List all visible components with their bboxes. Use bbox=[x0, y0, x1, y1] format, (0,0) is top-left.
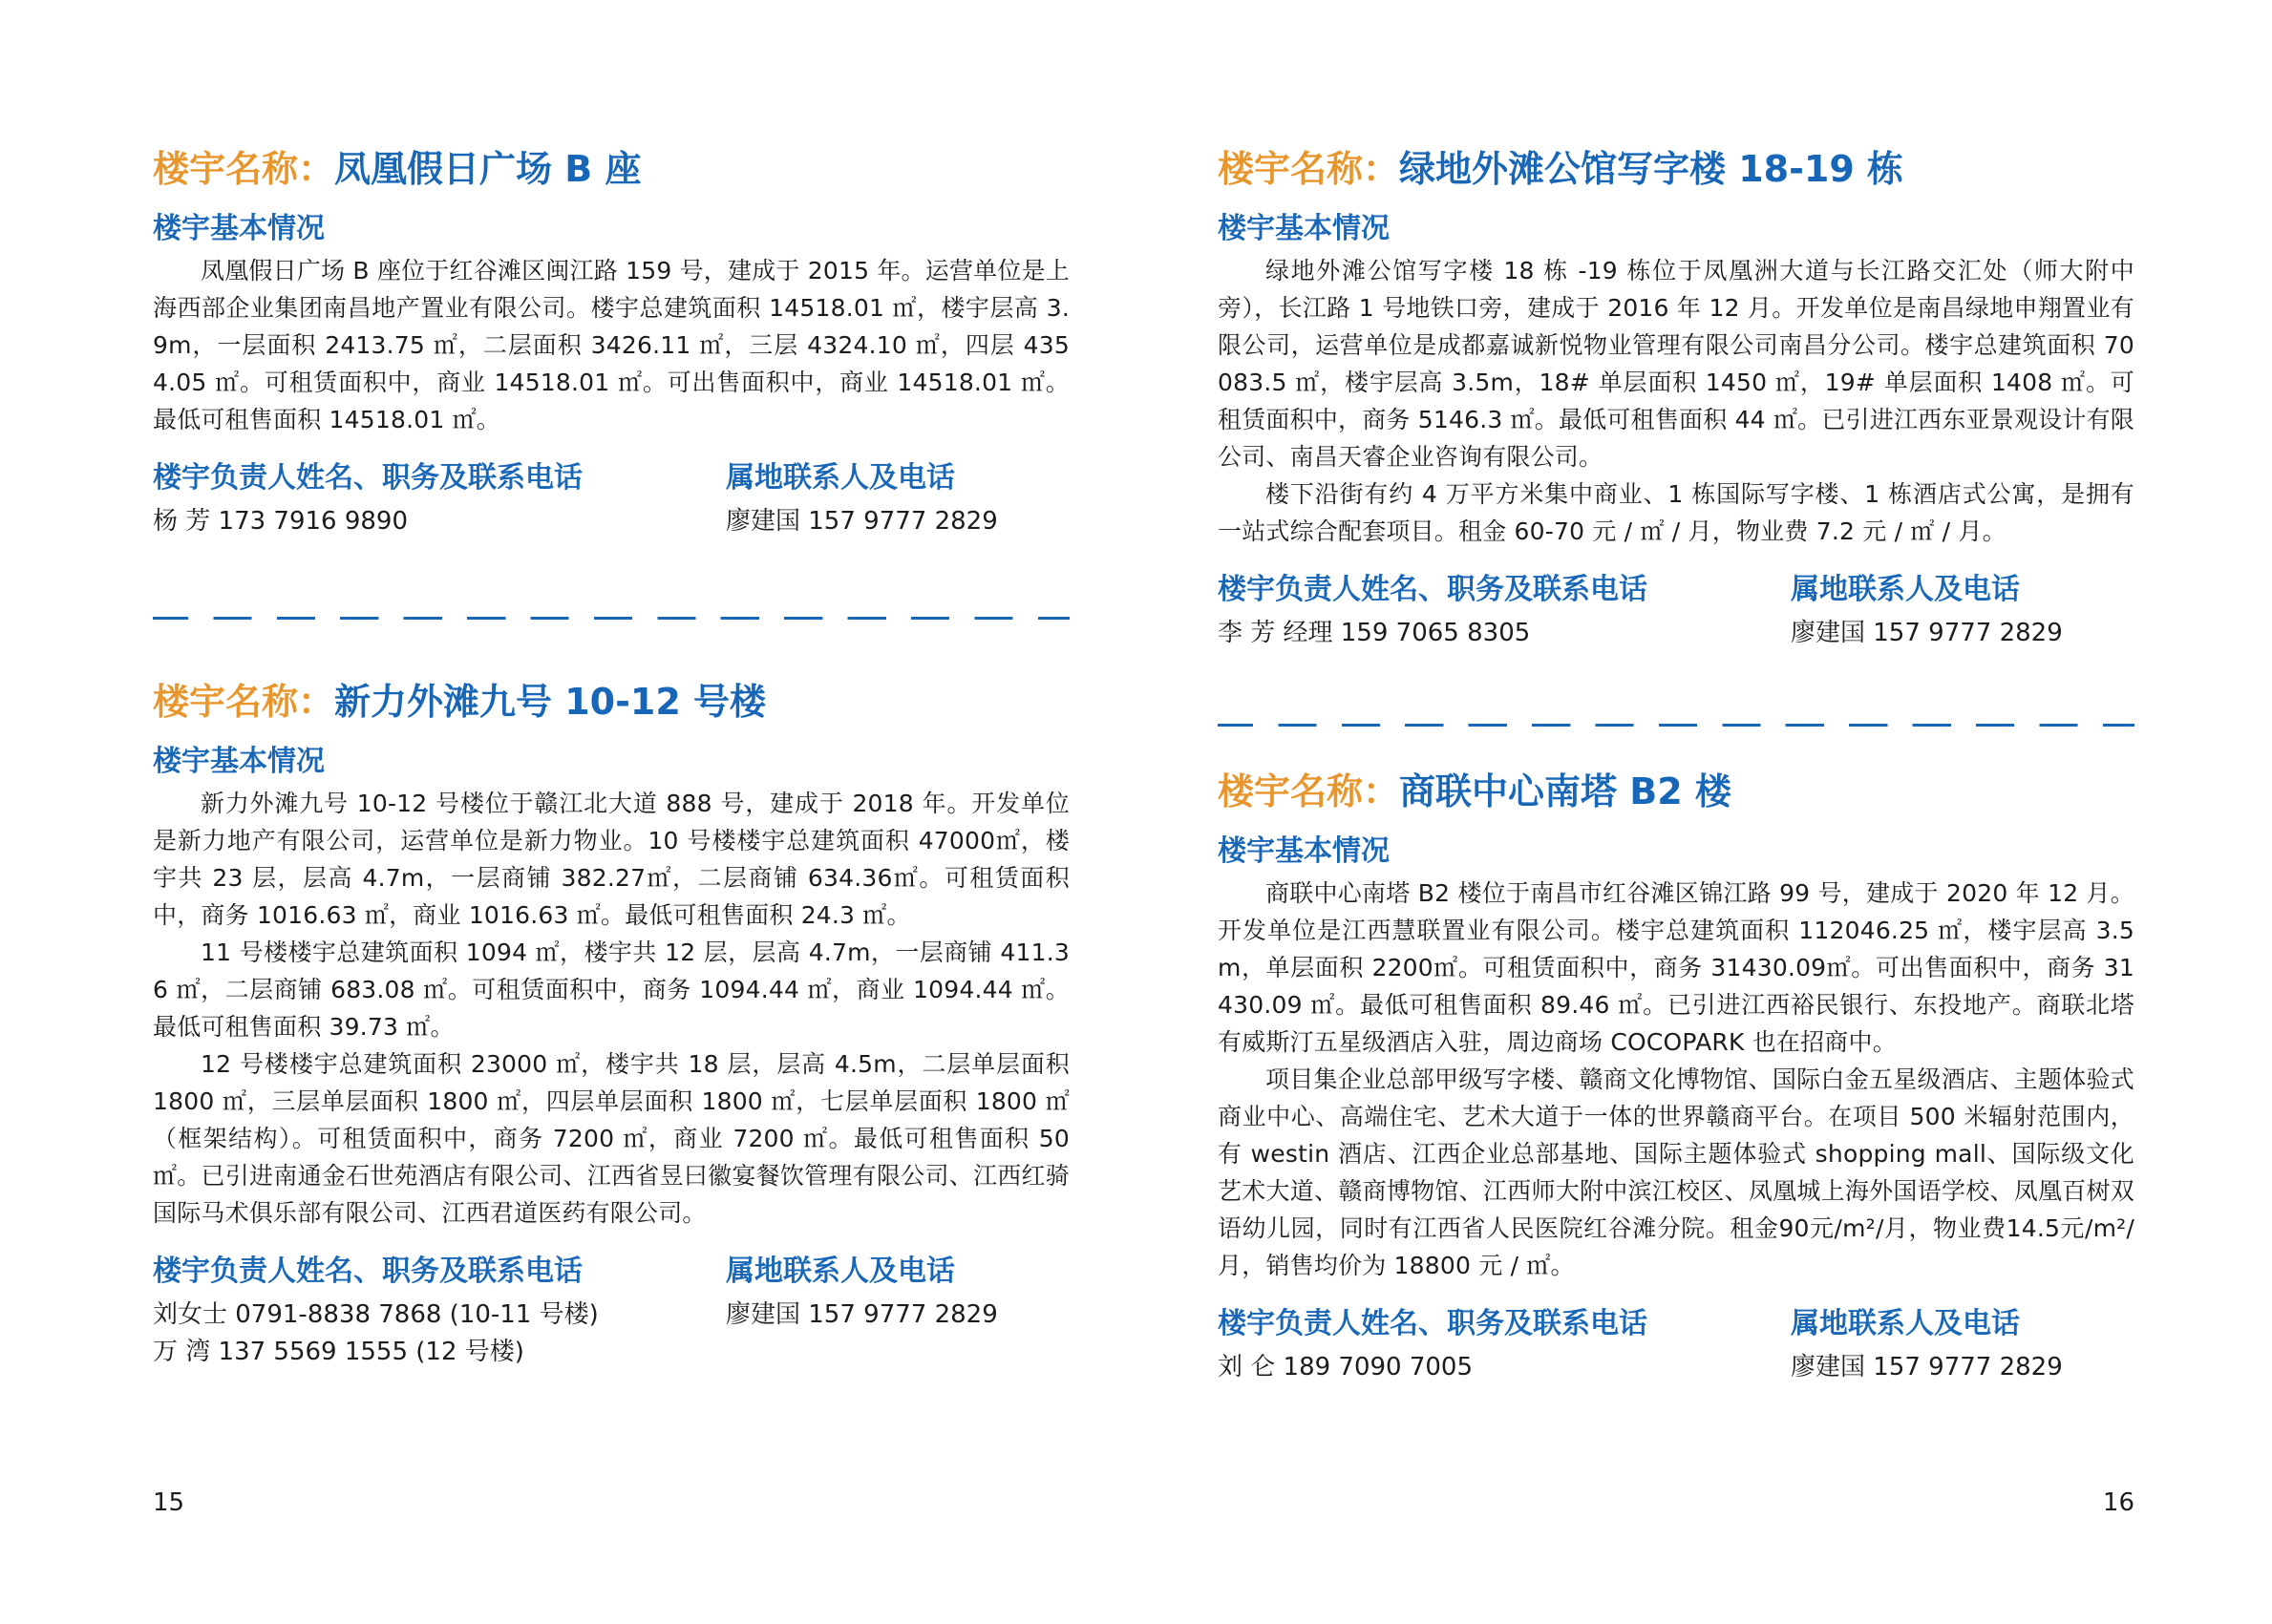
info-paragraph: 楼下沿街有约 4 万平方米集中商业、1 栋国际写字楼、1 栋酒店式公寓，是拥有一站式综合配套项目。租金 60-70 元 / ㎡ / 月，物业费 7.2 元 / ㎡ / 月。 bbox=[1218, 480, 2134, 545]
local-contact-heading: 属地联系人及电话 bbox=[726, 1255, 955, 1288]
contacts-row bbox=[1218, 571, 2134, 652]
info-paragraph: 11 号楼楼宇总建筑面积 1094 ㎡，楼宇共 12 层，层高 4.7m，一层商铺 411.36 ㎡，二层商铺 683.08 ㎡。可租赁面积中，商务 1094.44 ㎡，商业 1094.44 ㎡。最低可租售面积 39.73 ㎡。 bbox=[153, 939, 1070, 1041]
manager-contact-line: 刘 仑 189 7090 7005 bbox=[1218, 1353, 1474, 1381]
manager-contact-heading: 楼宇负责人姓名、职务及联系电话 bbox=[153, 461, 583, 495]
building-block bbox=[153, 145, 1070, 540]
manager-contact bbox=[153, 1253, 726, 1371]
local-contact-line: 廖建国 157 9777 2829 bbox=[726, 1300, 998, 1329]
basic-info-heading: 楼宇基本情况 bbox=[153, 745, 325, 778]
basic-info-heading: 楼宇基本情况 bbox=[1218, 212, 1390, 245]
basic-info-heading: 楼宇基本情况 bbox=[1218, 834, 1390, 868]
building-block bbox=[1218, 768, 2134, 1386]
manager-contact-line: 刘女士 0791-8838 7868 (10-11 号楼) bbox=[153, 1300, 599, 1329]
local-contact-heading: 属地联系人及电话 bbox=[1791, 573, 2020, 606]
info-paragraph: 商联中心南塔 B2 楼位于南昌市红谷滩区锦江路 99 号，建成于 2020 年 12 月。开发单位是江西慧联置业有限公司。楼宇总建筑面积 112046.25 ㎡，楼宇层高 3.5m，单层面积 2200㎡。可租赁面积中，商务 31430.09㎡。可出售面积中，商务 31430.09 ㎡。最低可租售面积 89.46 ㎡。已引进江西裕民银行、东投地产。商联北塔有威斯汀五星级酒店入驻，周边商场 COCOPARK 也在招商中。 bbox=[1218, 879, 2134, 1056]
local-contact bbox=[1791, 1305, 2134, 1386]
section-divider bbox=[153, 617, 1070, 620]
page-number: 15 bbox=[153, 1488, 185, 1517]
section-divider bbox=[1218, 724, 2134, 727]
building-name-label: 楼宇名称： bbox=[1218, 148, 1400, 190]
manager-contact-heading: 楼宇负责人姓名、职务及联系电话 bbox=[153, 1255, 583, 1288]
building-title bbox=[153, 145, 1070, 193]
manager-contact-line: 李 芳 经理 159 7065 8305 bbox=[1218, 619, 1531, 647]
building-name: 凤凰假日广场 B 座 bbox=[334, 148, 642, 190]
right-page bbox=[1218, 0, 2134, 1624]
local-contact bbox=[726, 459, 1070, 540]
local-contact-line: 廖建国 157 9777 2829 bbox=[1791, 1353, 2063, 1381]
building-name-label: 楼宇名称： bbox=[153, 148, 335, 190]
building-name: 商联中心南塔 B2 楼 bbox=[1399, 770, 1731, 812]
info-paragraph: 项目集企业总部甲级写字楼、赣商文化博物馆、国际白金五星级酒店、主题体验式商业中心、高端住宅、艺术大道于一体的世界赣商平台。在项目 500 米辐射范围内，有 westin 酒店、江西企业总部基地、国际主题体验式 shopping mall、国际级文化艺术大道、赣商博物馆、江西师大附中滨江校区、凤凰城上海外国语学校、凤凰百树双语幼儿园，同时有江西省人民医院红谷滩分院。租金90元/m²/月，物业费14.5元/m²/月，销售均价为 18800 元 / ㎡。 bbox=[1218, 1065, 2134, 1279]
info-paragraph: 12 号楼楼宇总建筑面积 23000 ㎡，楼宇共 18 层，层高 4.5m，二层单层面积 1800 ㎡，三层单层面积 1800 ㎡，四层单层面积 1800 ㎡，七层单层面积 1800 ㎡（框架结构）。可租赁面积中，商务 7200 ㎡，商业 7200 ㎡。最低可租售面积 50 ㎡。已引进南通金石世苑酒店有限公司、江西省昱曰徽宴餐饮管理有限公司、江西红骑国际马术俱乐部有限公司、江西君道医药有限公司。 bbox=[153, 1050, 1070, 1227]
manager-contact bbox=[153, 459, 726, 540]
local-contact-heading: 属地联系人及电话 bbox=[726, 461, 955, 495]
contacts-row bbox=[153, 1253, 1070, 1371]
manager-contact-line: 杨 芳 173 7916 9890 bbox=[153, 507, 409, 536]
manager-contact-heading: 楼宇负责人姓名、职务及联系电话 bbox=[1218, 1307, 1647, 1340]
manager-contact-line: 万 湾 137 5569 1555 (12 号楼) bbox=[153, 1338, 524, 1366]
info-paragraph: 绿地外滩公馆写字楼 18 栋 -19 栋位于凤凰洲大道与长江路交汇处（师大附中旁），长江路 1 号地铁口旁，建成于 2016 年 12 月。开发单位是南昌绿地申翔置业有限公司，运营单位是成都嘉诚新悦物业管理有限公司南昌分公司。楼宇总建筑面积 70083.5 ㎡，楼宇层高 3.5m，18# 单层面积 1450 ㎡，19# 单层面积 1408 ㎡。可租赁面积中，商务 5146.3 ㎡。最低可租售面积 44 ㎡。已引进江西东亚景观设计有限公司、南昌天睿企业咨询有限公司。 bbox=[1218, 257, 2134, 471]
building-block bbox=[153, 678, 1070, 1371]
building-title bbox=[153, 678, 1070, 726]
manager-contact bbox=[1218, 571, 1791, 652]
local-contact-heading: 属地联系人及电话 bbox=[1791, 1307, 2020, 1340]
info-paragraph: 新力外滩九号 10-12 号楼位于赣江北大道 888 号，建成于 2018 年。开发单位是新力地产有限公司，运营单位是新力物业。10 号楼楼宇总建筑面积 47000㎡，楼宇共 23 层，层高 4.7m，一层商铺 382.27㎡，二层商铺 634.36㎡。可租赁面积中，商务 1016.63 ㎡，商业 1016.63 ㎡。最低可租售面积 24.3 ㎡。 bbox=[153, 790, 1070, 929]
contacts-row bbox=[1218, 1305, 2134, 1386]
page-number: 16 bbox=[2102, 1488, 2134, 1517]
local-contact-line: 廖建国 157 9777 2829 bbox=[1791, 619, 2063, 647]
local-contact-line: 廖建国 157 9777 2829 bbox=[726, 507, 998, 536]
building-name-label: 楼宇名称： bbox=[1218, 770, 1400, 812]
building-title bbox=[1218, 145, 2134, 193]
info-paragraph: 凤凰假日广场 B 座位于红谷滩区闽江路 159 号，建成于 2015 年。运营单位是上海西部企业集团南昌地产置业有限公司。楼宇总建筑面积 14518.01 ㎡，楼宇层高 3.9m，一层面积 2413.75 ㎡，二层面积 3426.11 ㎡，三层 4324.10 ㎡，四层 4354.05 ㎡。可租赁面积中，商业 14518.01 ㎡。可出售面积中，商业 14518.01 ㎡。最低可租售面积 14518.01 ㎡。 bbox=[153, 257, 1070, 433]
left-page bbox=[153, 0, 1070, 1624]
manager-contact-heading: 楼宇负责人姓名、职务及联系电话 bbox=[1218, 573, 1647, 606]
building-name: 新力外滩九号 10-12 号楼 bbox=[334, 681, 767, 723]
local-contact bbox=[726, 1253, 1070, 1371]
manager-contact bbox=[1218, 1305, 1791, 1386]
contacts-row bbox=[153, 459, 1070, 540]
building-name: 绿地外滩公馆写字楼 18-19 栋 bbox=[1399, 148, 1904, 190]
building-title bbox=[1218, 768, 2134, 815]
building-block bbox=[1218, 145, 2134, 652]
basic-info-heading: 楼宇基本情况 bbox=[153, 212, 325, 245]
building-name-label: 楼宇名称： bbox=[153, 681, 335, 723]
local-contact bbox=[1791, 571, 2134, 652]
